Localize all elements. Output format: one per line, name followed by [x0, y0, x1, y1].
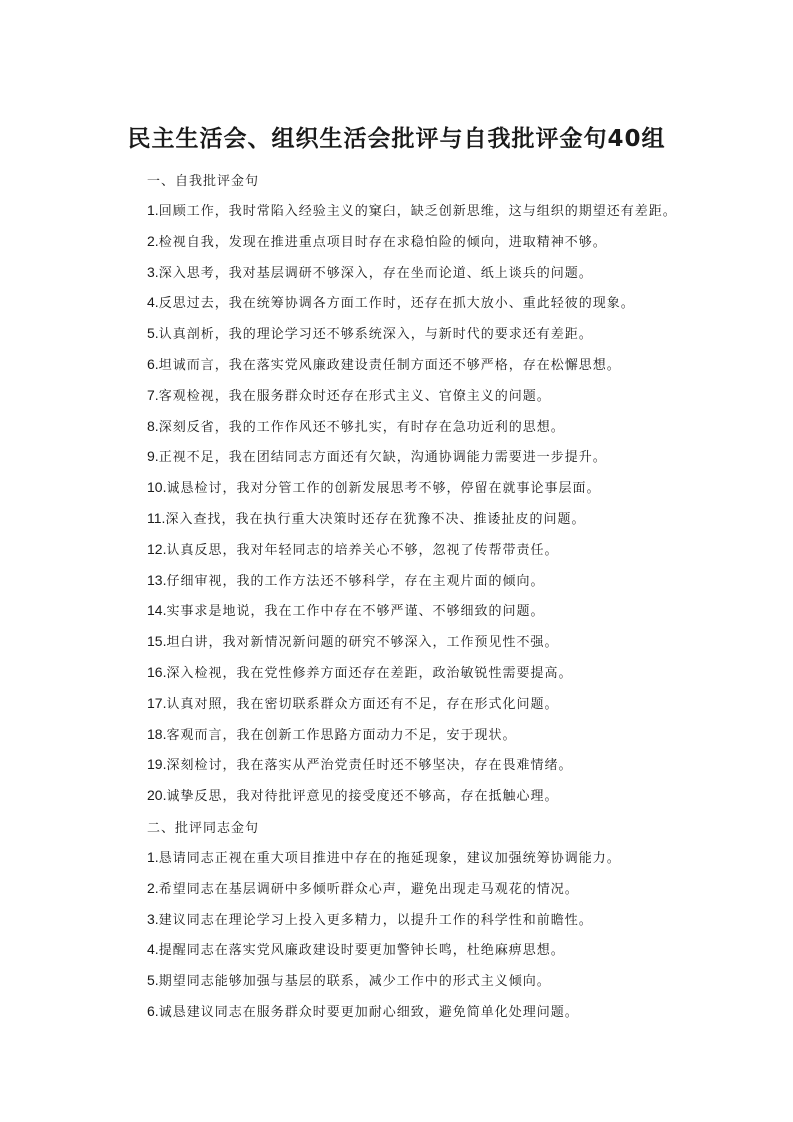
list-item: [147, 626, 677, 657]
item-text: 客观检视，我在服务群众时还存在形式主义、官僚主义的问题。: [158, 388, 551, 404]
item-text: 认真对照，我在密切联系群众方面还有不足，存在形式化问题。: [166, 696, 559, 712]
list-item: [147, 380, 677, 411]
document-title: 民主生活会、组织生活会批评与自我批评金句40组: [127, 126, 666, 152]
list-item: [147, 472, 677, 503]
item-text: 正视不足，我在团结同志方面还有欠缺，沟通协调能力需要进一步提升。: [158, 450, 607, 466]
list-item: [147, 965, 621, 996]
list-item: [147, 226, 677, 257]
item-number: 7.: [147, 386, 159, 403]
item-number: 6.: [147, 355, 159, 372]
criticize-comrades-list: [147, 842, 621, 1027]
item-number: 6.: [147, 1002, 159, 1019]
item-text: 诚恳检讨，我对分管工作的创新发展思考不够，停留在就事论事层面。: [166, 481, 601, 497]
item-text: 建议同志在理论学习上投入更多精力，以提升工作的科学性和前瞻性。: [158, 912, 593, 928]
item-number: 9.: [147, 448, 159, 465]
item-text: 深入查找，我在执行重大决策时还存在犹豫不决、推诿扯皮的问题。: [165, 511, 586, 527]
item-number: 17.: [147, 694, 167, 711]
list-item: [147, 657, 677, 688]
item-number: 2.: [147, 232, 159, 249]
list-item: [147, 595, 677, 626]
self-criticism-list: [147, 195, 677, 811]
list-item: [147, 780, 677, 811]
item-number: 14.: [147, 602, 167, 619]
item-number: 3.: [147, 910, 159, 927]
item-number: 5.: [147, 325, 159, 342]
list-item: [147, 411, 677, 442]
section-heading-self-criticism: 一、自我批评金句: [147, 174, 260, 189]
item-number: 4.: [147, 941, 159, 958]
item-text: 希望同志在基层调研中多倾听群众心声，避免出现走马观花的情况。: [158, 881, 579, 897]
list-item: [147, 904, 621, 935]
item-text: 认真剖析，我的理论学习还不够系统深入，与新时代的要求还有差距。: [158, 327, 593, 343]
item-number: 5.: [147, 972, 159, 989]
item-text: 期望同志能够加强与基层的联系，减少工作中的形式主义倾向。: [158, 974, 551, 990]
item-number: 18.: [147, 725, 167, 742]
list-item: [147, 934, 621, 965]
item-text: 检视自我，发现在推进重点项目时存在求稳怕险的倾向，进取精神不够。: [158, 234, 607, 250]
list-item: [147, 565, 677, 596]
list-item: [147, 287, 677, 318]
item-text: 仔细审视，我的工作方法还不够科学，存在主观片面的倾向。: [166, 573, 545, 589]
item-text: 深入检视，我在党性修养方面还存在差距，政治敏锐性需要提高。: [166, 665, 573, 681]
list-item: [147, 996, 621, 1027]
item-text: 客观而言，我在创新工作思路方面动力不足，安于现状。: [166, 727, 517, 743]
item-number: 3.: [147, 263, 159, 280]
item-text: 恳请同志正视在重大项目推进中存在的拖延现象，建议加强统筹协调能力。: [158, 851, 621, 866]
section-heading-criticize-comrades: 二、批评同志金句: [147, 821, 260, 836]
item-text: 深刻反省，我的工作作风还不够扎实，有时存在急功近利的思想。: [158, 419, 565, 435]
item-text: 回顾工作，我时常陷入经验主义的窠臼，缺乏创新思维，这与组织的期望还有差距。: [158, 204, 677, 219]
item-text: 认真反思，我对年轻同志的培养关心不够，忽视了传帮带责任。: [166, 542, 559, 558]
item-text: 反思过去，我在统筹协调各方面工作时，还存在抓大放小、重此轻彼的现象。: [158, 296, 635, 312]
item-text: 坦诚而言，我在落实党风廉政建设责任制方面还不够严格，存在松懈思想。: [158, 357, 621, 373]
list-item: [147, 842, 621, 873]
list-item: [147, 873, 621, 904]
item-text: 深入思考，我对基层调研不够深入，存在坐而论道、纸上谈兵的问题。: [158, 265, 593, 281]
item-number: 8.: [147, 417, 159, 434]
item-number: 11.: [147, 509, 166, 526]
item-text: 坦白讲，我对新情况新问题的研究不够深入，工作预见性不强。: [166, 635, 559, 651]
list-item: [147, 257, 677, 288]
list-item: [147, 688, 677, 719]
item-number: 10.: [147, 479, 167, 496]
item-number: 4.: [147, 294, 159, 311]
item-number: 19.: [147, 756, 167, 773]
item-number: 13.: [147, 571, 167, 588]
list-item: [147, 195, 677, 226]
list-item: [147, 503, 677, 534]
item-text: 深刻检讨，我在落实从严治党责任时还不够坚决，存在畏难情绪。: [166, 758, 573, 774]
item-number: 20.: [147, 787, 167, 804]
item-number: 16.: [147, 663, 167, 680]
list-item: [147, 318, 677, 349]
list-item: [147, 349, 677, 380]
item-number: 15.: [147, 633, 167, 650]
item-text: 提醒同志在落实党风廉政建设时要更加警钟长鸣，杜绝麻痹思想。: [158, 943, 565, 959]
list-item: [147, 749, 677, 780]
item-text: 实事求是地说，我在工作中存在不够严谨、不够细致的问题。: [166, 604, 545, 620]
item-number: 1.: [147, 202, 159, 218]
list-item: [147, 534, 677, 565]
item-number: 1.: [147, 849, 159, 865]
list-item: [147, 441, 677, 472]
item-text: 诚挚反思，我对待批评意见的接受度还不够高，存在抵触心理。: [166, 789, 559, 805]
list-item: [147, 719, 677, 750]
item-number: 12.: [147, 540, 167, 557]
item-text: 诚恳建议同志在服务群众时要更加耐心细致，避免简单化处理问题。: [158, 1004, 579, 1020]
item-number: 2.: [147, 879, 159, 896]
